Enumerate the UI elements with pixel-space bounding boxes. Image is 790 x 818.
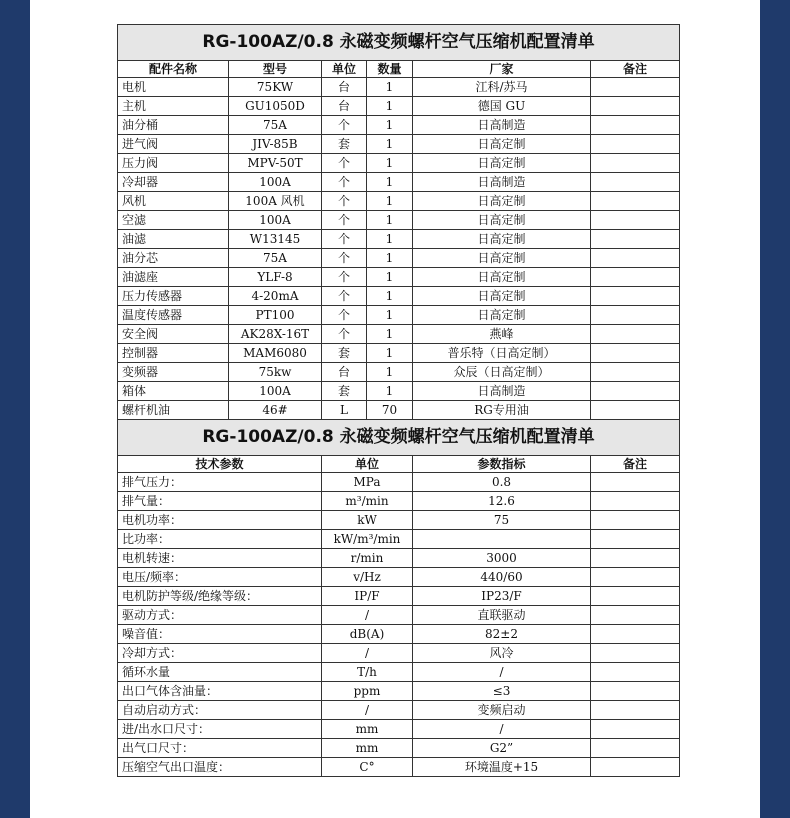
model-cell: 100A 风机 (229, 192, 322, 211)
remarks-cell (591, 116, 680, 135)
remarks-cell (591, 382, 680, 401)
part-name-cell: 油分桶 (118, 116, 229, 135)
unit-cell: 个 (322, 154, 367, 173)
remarks-cell (591, 249, 680, 268)
manufacturer-cell: 日高定制 (413, 268, 591, 287)
unit-cell: L (322, 401, 367, 420)
quantity-cell: 1 (367, 325, 413, 344)
remarks-cell (591, 492, 680, 511)
table-row (118, 511, 680, 530)
value-cell: 440/60 (413, 568, 591, 587)
unit-cell: 个 (322, 249, 367, 268)
table-row (118, 78, 680, 97)
specs-title-row (118, 420, 680, 456)
unit-cell: 套 (322, 382, 367, 401)
unit-cell: 套 (322, 344, 367, 363)
remarks-cell (591, 511, 680, 530)
header-tech-param: 技术参数 (118, 456, 322, 473)
param-name-cell: 排气压力： (118, 473, 322, 492)
table-row (118, 549, 680, 568)
unit-cell: mm (322, 720, 413, 739)
manufacturer-cell: 日高定制 (413, 192, 591, 211)
manufacturer-cell: 日高定制 (413, 154, 591, 173)
param-name-cell: 出口气体含油量： (118, 682, 322, 701)
unit-cell: / (322, 644, 413, 663)
model-cell: 100A (229, 382, 322, 401)
manufacturer-cell: 日高定制 (413, 306, 591, 325)
param-name-cell: 电机转速： (118, 549, 322, 568)
param-name-cell: 比功率： (118, 530, 322, 549)
part-name-cell: 主机 (118, 97, 229, 116)
remarks-cell (591, 606, 680, 625)
unit-cell: v/Hz (322, 568, 413, 587)
table-row (118, 401, 680, 420)
table-row (118, 325, 680, 344)
param-name-cell: 驱动方式： (118, 606, 322, 625)
table-row (118, 473, 680, 492)
header-value: 参数指标 (413, 456, 591, 473)
quantity-cell: 1 (367, 230, 413, 249)
table-row (118, 249, 680, 268)
model-cell: AK28X-16T (229, 325, 322, 344)
remarks-cell (591, 344, 680, 363)
header-unit: 单位 (322, 61, 367, 78)
specs-table (117, 419, 680, 777)
remarks-cell (591, 587, 680, 606)
param-name-cell: 噪音值： (118, 625, 322, 644)
table-row (118, 230, 680, 249)
value-cell: 3000 (413, 549, 591, 568)
param-name-cell: 自动启动方式： (118, 701, 322, 720)
quantity-cell: 1 (367, 287, 413, 306)
remarks-cell (591, 230, 680, 249)
table-row (118, 97, 680, 116)
value-cell: ≤3 (413, 682, 591, 701)
table-row (118, 530, 680, 549)
param-name-cell: 压缩空气出口温度： (118, 758, 322, 777)
remarks-cell (591, 701, 680, 720)
param-name-cell: 进/出水口尺寸： (118, 720, 322, 739)
quantity-cell: 70 (367, 401, 413, 420)
table-row (118, 739, 680, 758)
value-cell: / (413, 663, 591, 682)
unit-cell: ppm (322, 682, 413, 701)
model-cell: 46# (229, 401, 322, 420)
unit-cell: m³/min (322, 492, 413, 511)
value-cell: 环境温度+15 (413, 758, 591, 777)
value-cell: IP23/F (413, 587, 591, 606)
table-row (118, 135, 680, 154)
value-cell: 直联驱动 (413, 606, 591, 625)
remarks-cell (591, 473, 680, 492)
unit-cell: 个 (322, 192, 367, 211)
value-cell: 75 (413, 511, 591, 530)
table-row (118, 154, 680, 173)
header-manufacturer: 厂家 (413, 61, 591, 78)
manufacturer-cell: 德国 GU (413, 97, 591, 116)
unit-cell: 台 (322, 97, 367, 116)
table-row (118, 644, 680, 663)
table-row (118, 625, 680, 644)
param-name-cell: 电机防护等级/绝缘等级： (118, 587, 322, 606)
unit-cell: / (322, 701, 413, 720)
part-name-cell: 油分芯 (118, 249, 229, 268)
remarks-cell (591, 268, 680, 287)
table-row (118, 306, 680, 325)
remarks-cell (591, 306, 680, 325)
unit-cell: 套 (322, 135, 367, 154)
remarks-cell (591, 173, 680, 192)
quantity-cell: 1 (367, 154, 413, 173)
param-name-cell: 排气量： (118, 492, 322, 511)
unit-cell: 个 (322, 268, 367, 287)
part-name-cell: 冷却器 (118, 173, 229, 192)
part-name-cell: 风机 (118, 192, 229, 211)
remarks-cell (591, 363, 680, 382)
unit-cell: / (322, 606, 413, 625)
config-header-row (118, 61, 680, 78)
header-model: 型号 (229, 61, 322, 78)
header-quantity: 数量 (367, 61, 413, 78)
table-row (118, 492, 680, 511)
value-cell: 变频启动 (413, 701, 591, 720)
quantity-cell: 1 (367, 363, 413, 382)
remarks-cell (591, 625, 680, 644)
unit-cell: 个 (322, 306, 367, 325)
spec-sheet (117, 24, 679, 777)
part-name-cell: 箱体 (118, 382, 229, 401)
param-name-cell: 循环水量 (118, 663, 322, 682)
part-name-cell: 压力传感器 (118, 287, 229, 306)
table-row (118, 568, 680, 587)
manufacturer-cell: 日高定制 (413, 211, 591, 230)
remarks-cell (591, 758, 680, 777)
model-cell: 4-20mA (229, 287, 322, 306)
quantity-cell: 1 (367, 78, 413, 97)
quantity-cell: 1 (367, 116, 413, 135)
quantity-cell: 1 (367, 306, 413, 325)
manufacturer-cell: 日高制造 (413, 173, 591, 192)
remarks-cell (591, 97, 680, 116)
quantity-cell: 1 (367, 382, 413, 401)
param-name-cell: 冷却方式： (118, 644, 322, 663)
table-row (118, 663, 680, 682)
table-row (118, 758, 680, 777)
model-cell: 100A (229, 173, 322, 192)
unit-cell: 个 (322, 287, 367, 306)
remarks-cell (591, 211, 680, 230)
table-row (118, 363, 680, 382)
value-cell: 风冷 (413, 644, 591, 663)
model-cell: YLF-8 (229, 268, 322, 287)
remarks-cell (591, 192, 680, 211)
unit-cell: 个 (322, 211, 367, 230)
header-remarks: 备注 (591, 61, 680, 78)
quantity-cell: 1 (367, 249, 413, 268)
manufacturer-cell: 日高定制 (413, 135, 591, 154)
remarks-cell (591, 135, 680, 154)
manufacturer-cell: 燕峰 (413, 325, 591, 344)
remarks-cell (591, 287, 680, 306)
manufacturer-cell: 江科/苏马 (413, 78, 591, 97)
unit-cell: 个 (322, 173, 367, 192)
part-name-cell: 控制器 (118, 344, 229, 363)
remarks-cell (591, 401, 680, 420)
part-name-cell: 进气阀 (118, 135, 229, 154)
value-cell: 82±2 (413, 625, 591, 644)
value-cell: 12.6 (413, 492, 591, 511)
unit-cell: 台 (322, 78, 367, 97)
value-cell: 0.8 (413, 473, 591, 492)
quantity-cell: 1 (367, 97, 413, 116)
unit-cell: 个 (322, 116, 367, 135)
model-cell: W13145 (229, 230, 322, 249)
manufacturer-cell: 日高定制 (413, 249, 591, 268)
table-row (118, 192, 680, 211)
manufacturer-cell: 普乐特（日高定制） (413, 344, 591, 363)
part-name-cell: 油滤座 (118, 268, 229, 287)
unit-cell: 个 (322, 325, 367, 344)
unit-cell: dB(A) (322, 625, 413, 644)
model-cell: MAM6080 (229, 344, 322, 363)
quantity-cell: 1 (367, 211, 413, 230)
manufacturer-cell: 日高定制 (413, 230, 591, 249)
unit-cell: kW/m³/min (322, 530, 413, 549)
table-row (118, 720, 680, 739)
part-name-cell: 安全阀 (118, 325, 229, 344)
param-name-cell: 电机功率： (118, 511, 322, 530)
param-name-cell: 出气口尺寸： (118, 739, 322, 758)
remarks-cell (591, 568, 680, 587)
table-row (118, 116, 680, 135)
remarks-cell (591, 682, 680, 701)
model-cell: GU1050D (229, 97, 322, 116)
param-name-cell: 电压/频率： (118, 568, 322, 587)
model-cell: 100A (229, 211, 322, 230)
config-table (117, 24, 680, 420)
unit-cell: r/min (322, 549, 413, 568)
quantity-cell: 1 (367, 135, 413, 154)
config-title-row (118, 25, 680, 61)
table-row (118, 173, 680, 192)
remarks-cell (591, 720, 680, 739)
manufacturer-cell: RG专用油 (413, 401, 591, 420)
unit-cell: mm (322, 739, 413, 758)
config-title: RG-100AZ/0.8 永磁变频螺杆空气压缩机配置清单 (118, 25, 680, 61)
remarks-cell (591, 154, 680, 173)
model-cell: 75KW (229, 78, 322, 97)
header-part-name: 配件名称 (118, 61, 229, 78)
unit-cell: C° (322, 758, 413, 777)
model-cell: 75A (229, 116, 322, 135)
specs-header-row (118, 456, 680, 473)
part-name-cell: 空滤 (118, 211, 229, 230)
model-cell: 75kw (229, 363, 322, 382)
manufacturer-cell: 日高制造 (413, 116, 591, 135)
table-row (118, 587, 680, 606)
unit-cell: MPa (322, 473, 413, 492)
part-name-cell: 螺杆机油 (118, 401, 229, 420)
part-name-cell: 电机 (118, 78, 229, 97)
remarks-cell (591, 739, 680, 758)
table-row (118, 268, 680, 287)
header-unit: 单位 (322, 456, 413, 473)
quantity-cell: 1 (367, 344, 413, 363)
model-cell: JIV-85B (229, 135, 322, 154)
part-name-cell: 变频器 (118, 363, 229, 382)
unit-cell: 个 (322, 230, 367, 249)
table-row (118, 287, 680, 306)
table-row (118, 606, 680, 625)
document-page (30, 0, 760, 818)
quantity-cell: 1 (367, 192, 413, 211)
remarks-cell (591, 325, 680, 344)
manufacturer-cell: 日高定制 (413, 287, 591, 306)
table-row (118, 382, 680, 401)
remarks-cell (591, 530, 680, 549)
table-row (118, 701, 680, 720)
part-name-cell: 油滤 (118, 230, 229, 249)
remarks-cell (591, 663, 680, 682)
remarks-cell (591, 644, 680, 663)
table-row (118, 682, 680, 701)
header-remarks: 备注 (591, 456, 680, 473)
part-name-cell: 温度传感器 (118, 306, 229, 325)
value-cell (413, 530, 591, 549)
table-row (118, 344, 680, 363)
model-cell: MPV-50T (229, 154, 322, 173)
unit-cell: kW (322, 511, 413, 530)
value-cell: G2” (413, 739, 591, 758)
unit-cell: 台 (322, 363, 367, 382)
value-cell: / (413, 720, 591, 739)
model-cell: 75A (229, 249, 322, 268)
quantity-cell: 1 (367, 173, 413, 192)
remarks-cell (591, 78, 680, 97)
quantity-cell: 1 (367, 268, 413, 287)
table-row (118, 211, 680, 230)
unit-cell: IP/F (322, 587, 413, 606)
specs-title: RG-100AZ/0.8 永磁变频螺杆空气压缩机配置清单 (118, 420, 680, 456)
model-cell: PT100 (229, 306, 322, 325)
unit-cell: T/h (322, 663, 413, 682)
manufacturer-cell: 日高制造 (413, 382, 591, 401)
manufacturer-cell: 众辰（日高定制） (413, 363, 591, 382)
remarks-cell (591, 549, 680, 568)
part-name-cell: 压力阀 (118, 154, 229, 173)
